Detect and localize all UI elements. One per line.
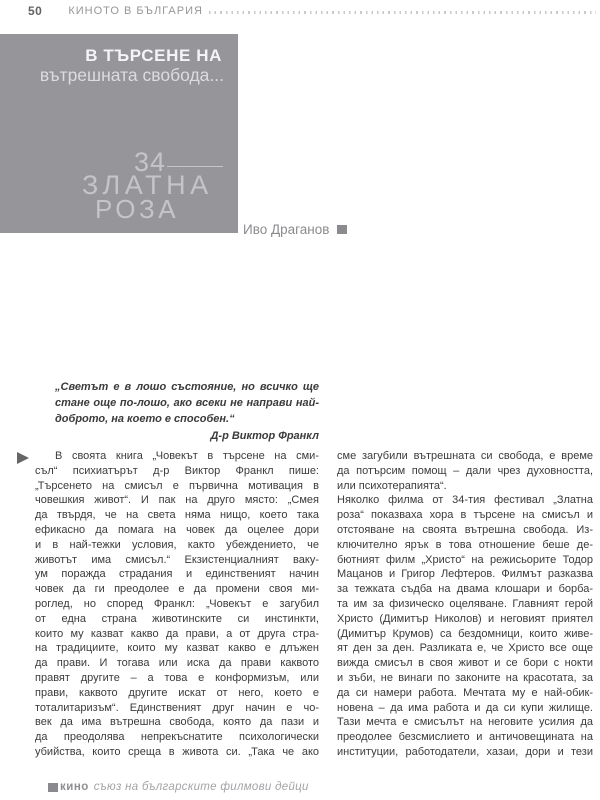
text-line: бютният филм „Христо“ на режисьорите Тодор	[337, 553, 593, 566]
text-line: ефикасно да помага на човек да оцелее дори	[35, 523, 319, 536]
text-line: да преодолява непрекъснатите психологически	[35, 731, 319, 744]
text-line: Тази мечта е смисълът на неговите усилия да	[337, 716, 593, 729]
text-line: „Търсенето на смисъл е първична мотивация в	[35, 479, 319, 492]
text-line: да си намери работа. Мечтата му е най-обик-	[337, 686, 593, 699]
byline	[243, 222, 347, 237]
text-line: доброто, на което е способен.“	[55, 413, 235, 425]
text-line: ум поражда страдания и единственият начин	[35, 568, 319, 581]
quote-lines	[55, 379, 319, 427]
festival-logo-rule	[167, 166, 223, 167]
article-title-line2: вътрешната свобода...	[39, 65, 224, 85]
text-line: прави, каквото другите искат от него, което е	[35, 686, 319, 699]
text-line: човек да ги преодолее е да промени своя ми-	[35, 583, 319, 596]
text-line: Христо (Димитър Николов) и неговият приятел	[337, 612, 593, 625]
text-line: ключително ярък в това отношение беше де-	[337, 538, 593, 551]
author-name: Иво Драганов	[243, 222, 330, 237]
text-line: убийства, които среща в живота си. „Така че ако	[35, 745, 319, 758]
text-line: животът има смисъл.“ Екзистенциалният ваку-	[35, 553, 319, 566]
text-line: от една страна животинските си инстинкти,	[35, 612, 319, 625]
footer-square-icon	[48, 783, 58, 792]
text-line: век да има вътрешна свобода, която да пази и	[35, 716, 319, 729]
text-line: Мацанов и Григор Лефтеров. Филмът разказва	[337, 568, 593, 581]
footer-text: съюз на българските филмови дейци	[93, 781, 309, 793]
paragraph-arrow-icon	[17, 452, 29, 464]
article-column-left	[35, 449, 319, 760]
text-line: отстояване на своята вътрешна свобода. Из-	[337, 523, 593, 536]
text-line: преодолее безсмислието и античовещината на	[337, 731, 593, 744]
text-line: (Димитър Крумов) са бездомници, които живе-	[337, 627, 593, 640]
text-line: тоталитаризъм“. Единственият друг начин е чо-	[35, 701, 319, 714]
text-line: да твърдя, че на света няма нищо, което така	[35, 509, 319, 522]
text-line: да прави. И тогава или иска да прави каквото	[35, 657, 319, 670]
text-line: съл“ психиатърът д-р Виктор Франкл пише:	[35, 464, 319, 477]
magazine-name: кино	[60, 781, 89, 793]
text-line: човешкия живот“. И пак на друго място: „Смея	[35, 494, 319, 507]
text-line: и в най-тежки условия, както убеждението, че	[35, 538, 319, 551]
text-line: роглед, но според Франкл: „Човекът е загубил	[35, 597, 319, 610]
page-header	[28, 4, 596, 18]
dotted-leader-line	[209, 11, 596, 14]
article-column-right	[337, 449, 593, 760]
text-line: новена – да има работа и да си купи жилище.	[337, 701, 593, 714]
end-square-icon	[337, 225, 347, 234]
section-title: КИНОТО В БЪЛГАРИЯ	[68, 5, 203, 17]
text-line: стане още по-лошо, ако всеки не направи най-	[55, 397, 319, 409]
title-box	[0, 34, 238, 233]
text-line: В своята книга „Човекът в търсене на сми-	[55, 450, 319, 462]
page-footer	[48, 781, 309, 793]
text-line: сме загубили вътрешната си свобода, е време	[337, 450, 593, 462]
text-line: правят другите – а това е конформизъм, или	[35, 671, 319, 684]
text-line: Няколко филма от 34-тия фестивал „Златна	[337, 494, 593, 507]
text-line: на традициите, които му казват какво е длъжен	[35, 642, 319, 655]
text-line: и зъби, не винаги по законите на красотата, за	[337, 671, 593, 684]
page-number: 50	[28, 4, 43, 18]
text-line: за тежката съдба на двама клошари и борба-	[337, 583, 593, 596]
text-line: ят ден за ден. Разликата е, че Христо все още	[337, 642, 593, 655]
festival-number: 34	[134, 147, 167, 177]
festival-name-line1: ЗЛАТНА	[82, 170, 213, 200]
text-line: роза“ показваха хора в търсене на смисъл и	[337, 509, 593, 522]
article-title-line1: В ТЪРСЕНЕ НА	[85, 46, 222, 65]
text-line: „Светът е в лошо състояние, но всичко ще	[55, 381, 319, 393]
text-line: институции, работодатели, хазаи, дори и тези	[337, 745, 593, 758]
epigraph-quote	[55, 379, 319, 444]
text-line: да потърсим помощ – дали чрез духовността,	[337, 464, 593, 477]
text-line: или психотерапията“.	[337, 479, 447, 492]
festival-name-line2: РОЗА	[95, 194, 180, 224]
quote-attribution: Д-р Виктор Франкл	[210, 430, 319, 442]
text-line: които му казват какво да прави, а от друга стра-	[35, 627, 319, 640]
text-line: вижда смисъл в своя живот и се бори с нокти	[337, 657, 593, 670]
text-line: та им за физическо оцеляване. Главният герой	[337, 597, 593, 610]
